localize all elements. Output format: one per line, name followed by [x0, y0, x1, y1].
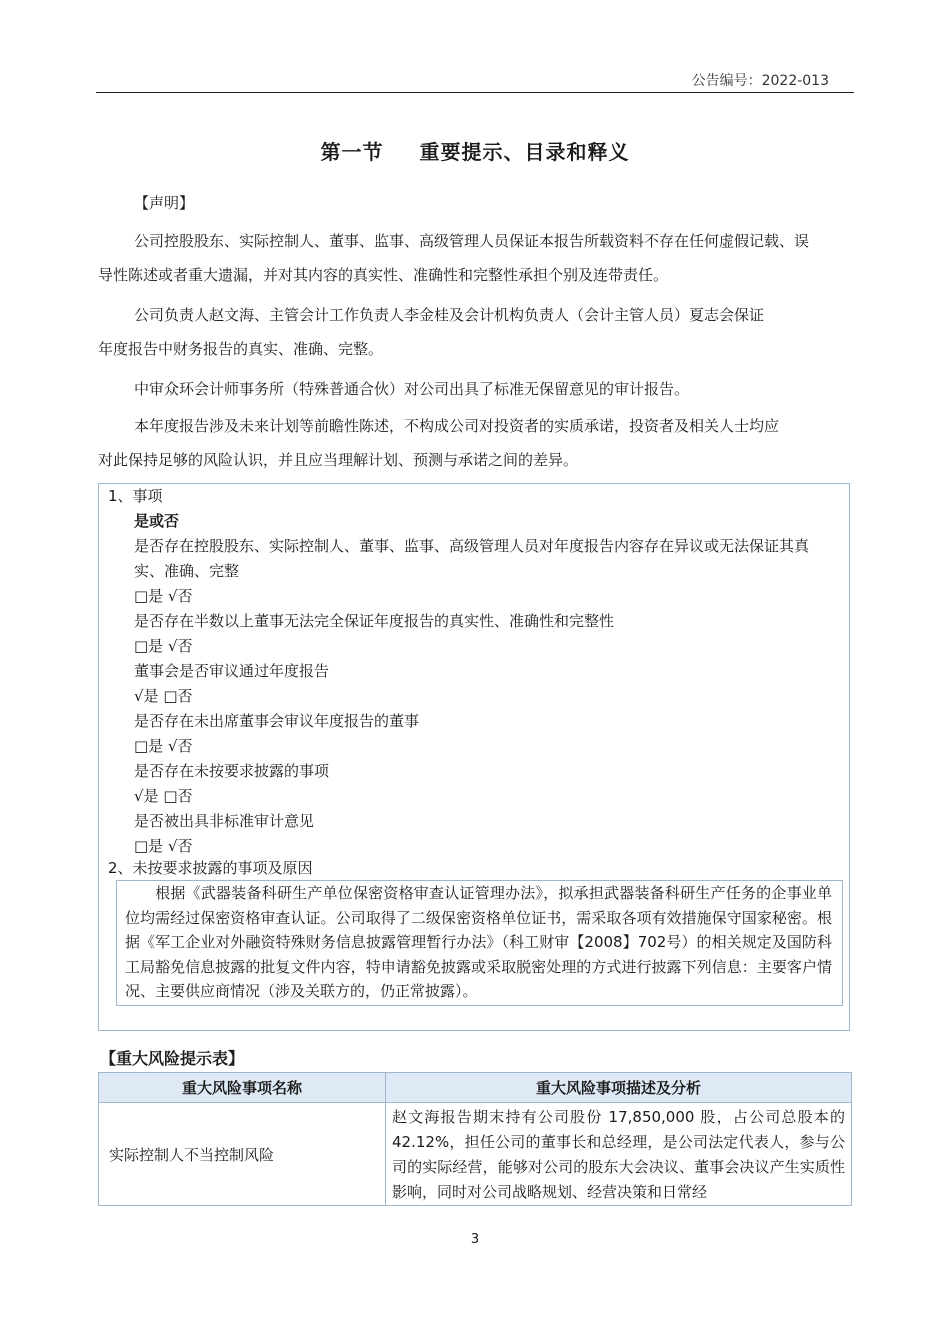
question-3: 董事会是否审议通过年度报告 — [134, 662, 330, 680]
announcement-number: 公告编号：2022-013 — [691, 73, 829, 89]
paragraph-4: 本年度报告涉及未来计划等前瞻性陈述，不构成公司对投资者的实质承诺，投资者及相关人士均应 对此保持足够的风险认识，并且应当理解计划、预测与承诺之间的差异。 — [98, 417, 780, 469]
paragraph-2: 公司负责人赵文海、主管会计工作负责人李金桂及会计机构负责人（会计主管人员）夏志会保证 年度报告中财务报告的真实、准确、完整。 — [98, 306, 765, 358]
page-number: 3 — [470, 1232, 480, 1247]
matters-subheading: 是或否 — [134, 512, 180, 530]
section-number: 第一节 — [320, 140, 384, 164]
header-divider — [96, 92, 854, 93]
matters-heading: 1、事项 — [108, 487, 163, 505]
risk-name-column-header: 重大风险事项名称 — [99, 1073, 386, 1103]
paragraph-1: 公司控股股东、实际控制人、董事、监事、高级管理人员保证本报告所载资料不存在任何虚假记载、误 导性陈述或者重大遗漏，并对其内容的真实性、准确性和完整性承担个别及连带责任。 — [98, 232, 810, 284]
question-1-line1: 是否存在控股股东、实际控制人、董事、监事、高级管理人员对年度报告内容存在异议或无法保证其真 — [134, 537, 810, 555]
section-heading: 重要提示、目录和释义 — [419, 140, 630, 164]
statement-label: 【声明】 — [134, 194, 195, 212]
question-4: 是否存在未出席董事会审议年度报告的董事 — [134, 712, 420, 730]
question-6: 是否被出具非标准审计意见 — [134, 812, 315, 830]
reason-box — [116, 880, 843, 1006]
risk-table — [98, 1072, 852, 1206]
reason-text: 根据《武器装备科研生产单位保密资格审查认证管理办法》，拟承担武器装备科研生产任务的企事业单位均需经过保密资格审查认证。公司取得了二级保密资格单位证书，需采取各项有效措施保守国家秘密。根据《军工企业对外融资特殊财务信息披露管理暂行办法》（科工财审【2008】702号）的相关规定及国防科工局豁免信息披露的批复文件内容，特申请豁免披露或采取脱密处理的方式进行披露下列信息：主要客户情况、主要供应商情况（涉及关联方的，仍正常披露）。 — [125, 884, 832, 1000]
question-5-answer: √是 □否 — [134, 787, 193, 805]
question-1-answer: □是 √否 — [134, 587, 193, 605]
reason-heading: 2、未按要求披露的事项及原因 — [108, 859, 313, 877]
risk-description-cell: 赵文海报告期末持有公司股份 17,850,000 股，占公司总股本的 42.12%，担任公司的董事长和总经理，是公司法定代表人，参与公司的实际经营，能够对公司的股东大会决议、董事会决议产生实质性影响，同时对公司战略规划、经营决策和日常经 — [386, 1103, 852, 1206]
question-4-answer: □是 √否 — [134, 737, 193, 755]
risk-description-column-header: 重大风险事项描述及分析 — [386, 1073, 852, 1103]
question-3-answer: √是 □否 — [134, 687, 193, 705]
risk-name-cell: 实际控制人不当控制风险 — [99, 1103, 386, 1206]
section-title — [0, 136, 950, 165]
question-2-answer: □是 √否 — [134, 637, 193, 655]
risk-table-heading: 【重大风险提示表】 — [100, 1049, 245, 1068]
paragraph-3: 中审众环会计师事务所（特殊普通合伙）对公司出具了标准无保留意见的审计报告。 — [134, 380, 690, 398]
question-5: 是否存在未按要求披露的事项 — [134, 762, 330, 780]
table-row — [99, 1103, 852, 1206]
question-6-answer: □是 √否 — [134, 837, 193, 855]
risk-table-header-row — [99, 1073, 852, 1103]
question-2: 是否存在半数以上董事无法完全保证年度报告的真实性、准确性和完整性 — [134, 612, 615, 630]
question-1-line2: 实、准确、完整 — [134, 562, 240, 580]
